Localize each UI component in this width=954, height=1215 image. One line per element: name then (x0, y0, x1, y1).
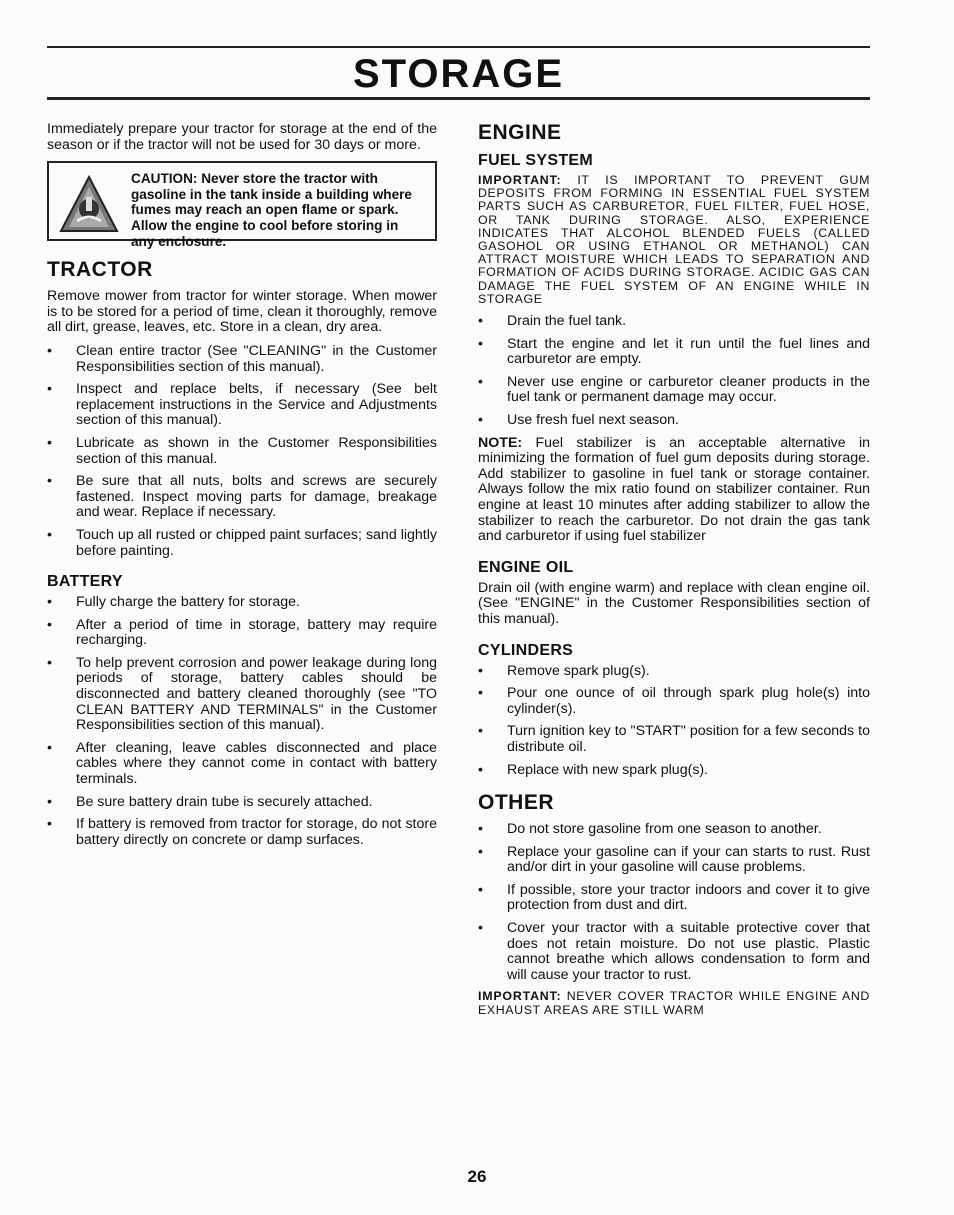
warning-triangle-icon (59, 175, 119, 233)
bullet: • (47, 654, 52, 671)
battery-heading: BATTERY (47, 573, 123, 591)
list-item: • Clean entire tractor (See "CLEANING" in the Customer Responsibilities section of this manual). (47, 342, 437, 375)
bullet: • (478, 412, 483, 428)
list-item: • Cover your tractor with a suitable protective cover that does not retain moisture. Do not use plastic. Plastic cannot breathe which allows condensation to form and will cause your tractor to rust. (478, 920, 870, 983)
bullet: • (478, 881, 483, 898)
engine-heading: ENGINE (478, 121, 562, 144)
list-item: • Replace with new spark plug(s). (478, 761, 709, 778)
bullet: • (47, 594, 52, 611)
fuel-note-paragraph: NOTE: Fuel stabilizer is an acceptable alternative in minimizing the formation of fuel gum deposits during storage. Add stabilizer to gasoline in fuel tank or storage container. Always follow the mix ratio found on stabilizer container. Run engine at least 10 minutes after adding stabilizer to allow the stabilizer to reach the carburetor. Do not drain the gas tank and carburetor if using fuel stabilizer (478, 434, 870, 545)
list-item: • After a period of time in storage, battery may require recharging. (47, 616, 437, 649)
bullet: • (47, 381, 52, 398)
list-item: • Touch up all rusted or chipped paint surfaces; sand lightly before painting. (47, 526, 437, 559)
engine-oil-heading: ENGINE OIL (478, 558, 574, 576)
bullet: • (478, 685, 483, 702)
left-column (47, 122, 437, 855)
tractor-heading: TRACTOR (47, 258, 153, 282)
list-item: • Be sure that all nuts, bolts and screws are securely fastened. Inspect moving parts for damage, breakage and wear. Replace if necessary. (47, 473, 437, 521)
list-item: • Use fresh fuel next season. (478, 412, 679, 428)
tractor-list (47, 344, 437, 559)
cylinders-heading: CYLINDERS (478, 641, 574, 659)
list-item: • Lubricate as shown in the Customer Responsibilities section of this manual. (47, 434, 437, 467)
list-item: • Start the engine and let it run until the fuel lines and carburetor are empty. (478, 335, 870, 368)
intro-paragraph: Immediately prepare your tractor for storage at the end of the season or if the tractor will not be used for 30 days or more. (47, 121, 437, 153)
bullet: • (478, 335, 483, 352)
bullet: • (47, 739, 52, 756)
top-rule (47, 46, 870, 48)
bullet: • (478, 761, 483, 778)
caution-box (47, 161, 437, 249)
bullet: • (47, 816, 52, 833)
bullet: • (47, 473, 52, 490)
list-item: • Pour one ounce of oil through spark plug hole(s) into cylinder(s). (478, 685, 870, 717)
bullet: • (478, 373, 483, 390)
list-item: • Inspect and replace belts, if necessary (See belt replacement instructions in the Service and Adjustments section of this manual). (47, 381, 437, 429)
list-item: • If battery is removed from tractor for storage, do not store battery directly on concrete or damp surfaces. (47, 816, 437, 848)
bullet: • (478, 821, 483, 838)
title-rule (47, 97, 870, 100)
bullet: • (478, 662, 483, 679)
bullet: • (478, 723, 483, 740)
other-important-paragraph: IMPORTANT: NEVER COVER TRACTOR WHILE ENGINE AND EXHAUST AREAS ARE STILL WARM (478, 989, 870, 1017)
bullet: • (478, 843, 483, 860)
fuel-system-list (478, 314, 870, 429)
bullet: • (478, 920, 483, 937)
page-number: 26 (467, 1167, 487, 1186)
page-title: STORAGE (352, 52, 565, 96)
list-item: • Remove spark plug(s). (478, 662, 650, 679)
list-item: • Drain the fuel tank. (478, 313, 627, 330)
cylinders-list (478, 664, 870, 779)
caution-text: CAUTION: Never store the tractor with gasoline in the tank inside a building where fumes may reach an open flame or spark. Allow the engine to cool before storing in any enclosure. (131, 171, 412, 249)
other-heading: OTHER (478, 791, 554, 815)
bullet: • (47, 342, 52, 359)
engine-oil-paragraph: Drain oil (with engine warm) and replace with clean engine oil. (See "ENGINE" in the Customer Responsibilities section of this manual). (478, 579, 870, 627)
list-item: • Be sure battery drain tube is securely attached. (47, 793, 373, 810)
tractor-paragraph: Remove mower from tractor for winter storage. When mower is to be stored for a period of time, clean it thoroughly, remove all dirt, grease, leaves, etc. Store in a clean, dry area. (47, 288, 437, 336)
bullet: • (47, 434, 52, 451)
list-item: • Turn ignition key to "START" position for a few seconds to distribute oil. (478, 723, 870, 755)
list-item: • Replace your gasoline can if your can starts to rust. Rust and/or dirt in your gasoline will cause problems. (478, 843, 870, 876)
bullet: • (47, 526, 52, 543)
list-item: • To help prevent corrosion and power leakage during long periods of storage, battery cables should be disconnected and battery cleaned thoroughly (see "TO CLEAN BATTERY AND TERMINALS" in the Customer Responsibilities section of this manual). (47, 654, 437, 734)
bullet: • (47, 793, 52, 810)
bullet: • (478, 313, 483, 330)
right-column (478, 122, 870, 1025)
bullet: • (47, 616, 52, 633)
list-item: • Do not store gasoline from one season to another. (478, 821, 822, 838)
battery-list (47, 595, 437, 848)
other-list (478, 822, 870, 983)
fuel-system-heading: FUEL SYSTEM (478, 152, 594, 169)
list-item: • After cleaning, leave cables disconnected and place cables where they cannot come in contact with battery terminals. (47, 739, 437, 788)
fuel-important-paragraph: IMPORTANT: IT IS IMPORTANT TO PREVENT GUM DEPOSITS FROM FORMING IN ESSENTIAL FUEL SYSTEM PARTS SUCH AS CARBURETOR, FUEL FILTER, FUEL HOSE, OR TANK DURING STORAGE. ALSO, EXPERIENCE INDICATES THAT ALCOHOL BLENDED FUELS (CALLED GASOHOL OR USING ETHANOL OR METHANOL) CAN ATTRACT MOISTURE WHICH LEADS TO SEPARATION AND FORMATION OF ACIDS DURING STORAGE. ACIDIC GAS CAN DAMAGE THE FUEL SYSTEM OF AN ENGINE WHILE IN STORAGE (478, 173, 870, 306)
list-item: • If possible, store your tractor indoors and cover it to give protection from dust and dirt. (478, 881, 870, 914)
list-item: • Never use engine or carburetor cleaner products in the fuel tank or permanent damage may occur. (478, 373, 870, 406)
list-item: • Fully charge the battery for storage. (47, 594, 300, 611)
